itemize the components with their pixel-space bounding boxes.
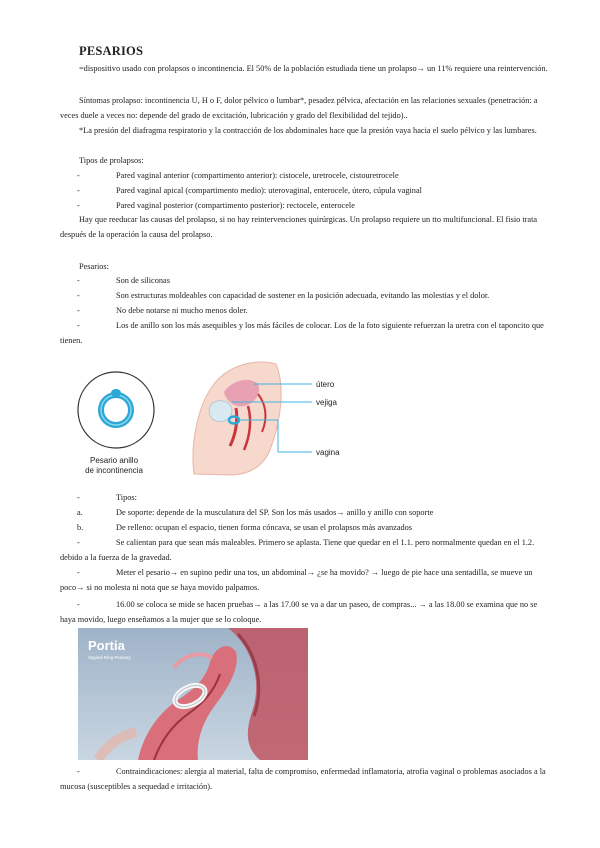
list-item-text: De soporte: depende de la musculatura del SP. Son los más usados→ anillo y anillo con soporte	[116, 508, 434, 517]
list-item-text: Los de anillo son los más asequibles y los más fáciles de colocar. Los de la foto siguiente refuerzan la uretra con el taponcito que tienen.	[60, 321, 544, 345]
list-item	[60, 169, 548, 184]
list-marker: -	[77, 306, 80, 315]
pesarios-heading: Pesarios:	[79, 262, 109, 271]
intro-paragraph: =dispositivo usado con prolapsos o incontinencia. El 50% de la población estudiada tiene un prolapso→ un 11% requiere una reintervención.	[79, 64, 548, 73]
list-item	[60, 536, 548, 565]
list-item-text: 16.00 se coloca se mide se hacen pruebas→ a las 17.00 se va a dar un paseo, de compras... → a las 18.00 se examina que no se haya movido, luego enseñamos a la mujer que se lo coloque.	[60, 600, 538, 624]
list-marker: a.	[77, 508, 83, 517]
list-item	[60, 521, 548, 536]
pelvic-anatomy-illustration	[193, 362, 340, 475]
list-marker: -	[77, 171, 80, 180]
page-title: PESARIOS	[79, 44, 144, 58]
pessary-anatomy-figure	[72, 354, 362, 476]
ring-label-line1: Pesario anillo	[89, 456, 139, 465]
list-item	[60, 319, 548, 348]
list-marker: -	[77, 493, 80, 502]
list-marker: -	[77, 321, 80, 330]
list-item	[60, 491, 548, 506]
list-item-text: Se calientan para que sean más maleables. Primero se aplasta. Tiene que quedar en el 1.1. pero normalmente quedan en el 1.2. debido a la fuerza de la gravedad.	[60, 538, 535, 562]
list-marker: -	[77, 568, 80, 577]
list-item-text: Pared vaginal anterior (compartimento anterior): cistocele, uretrocele, cistouretrocele	[116, 171, 399, 180]
list-item-text: Son de siliconas	[116, 276, 170, 285]
portia-brand-sub: Vaginal Ring Pessary	[88, 655, 131, 660]
contraindicaciones-text: Contraindicaciones: alergia al material, falta de compromiso, enfermedad inflamatoria, atrofia vaginal o problemas asociados a la mucosa (susceptibles a sequedad e irritación).	[60, 767, 546, 791]
label-vejiga: vejiga	[316, 398, 337, 407]
tipos-heading: Tipos:	[116, 493, 137, 502]
list-item	[60, 765, 548, 794]
list-item	[60, 199, 548, 214]
list-item	[60, 184, 548, 199]
nota-presion-paragraph: *La presión del diafragma respiratorio y la contracción de los abdominales hace que la presión vaya hacia el suelo pélvico y las lumbares.	[79, 126, 537, 135]
sintomas-paragraph: Síntomas prolapso: incontinencia U, H o F, dolor pélvico o lumbar*, pesadez pélvica, afectación en las relaciones sexuales (penetración: a veces duele a veces no: depende del grado de excitación, lubricación y grado del flexibilidad del tejido)..	[60, 96, 538, 120]
list-item-text: De relleno: ocupan el espacio, tienen forma cóncava, se usan el prolapsos más avanzados	[116, 523, 413, 532]
ring-label-line2: de incontinencia	[85, 466, 143, 475]
list-item-text: Son estructuras moldeables con capacidad de sostener en la posición adecuada, evitando las molestias y el dolor.	[116, 291, 490, 300]
list-marker: -	[77, 291, 80, 300]
list-marker: -	[77, 201, 80, 210]
label-vagina: vagina	[316, 448, 340, 457]
portia-brand-label: Portia	[88, 638, 125, 653]
list-marker: -	[77, 767, 80, 776]
label-utero: útero	[316, 380, 335, 389]
list-item	[60, 304, 548, 319]
list-item-text: No debe notarse ni mucho menos doler.	[116, 306, 248, 315]
list-item	[60, 566, 548, 595]
list-item-text: Meter el pesario→ en supino pedir una tos, un abdominal→ ¿se ha movido? → luego de pie hace una sentadilla, se mueve un poco→ si no molesta ni nota que se haya movido palpamos.	[60, 568, 533, 592]
ring-pessary-illustration	[78, 372, 154, 475]
list-item-text: Pared vaginal apical (compartimento medio): uterovaginal, enterocele, útero, cúpula vaginal	[116, 186, 422, 195]
list-item	[60, 274, 548, 289]
tipos-prolapsos-heading: Tipos de prolapsos:	[79, 156, 144, 165]
portia-pessary-figure	[78, 628, 308, 760]
list-item	[60, 289, 548, 304]
list-marker: -	[77, 276, 80, 285]
list-item	[60, 506, 548, 521]
list-item	[60, 598, 548, 627]
list-item-text: Pared vaginal posterior (compartimento posterior): rectocele, enterocele	[116, 201, 355, 210]
list-marker: -	[77, 186, 80, 195]
reducir-paragraph: Hay que reeducar las causas del prolapso, si no hay reintervenciones quirúrgicas. Un prolapso requiere un tto multifuncional. El fisio trata después de la operación la causa del prolapso.	[60, 215, 538, 239]
list-marker: -	[77, 538, 80, 547]
list-marker: -	[77, 600, 80, 609]
list-marker: b.	[77, 523, 84, 532]
